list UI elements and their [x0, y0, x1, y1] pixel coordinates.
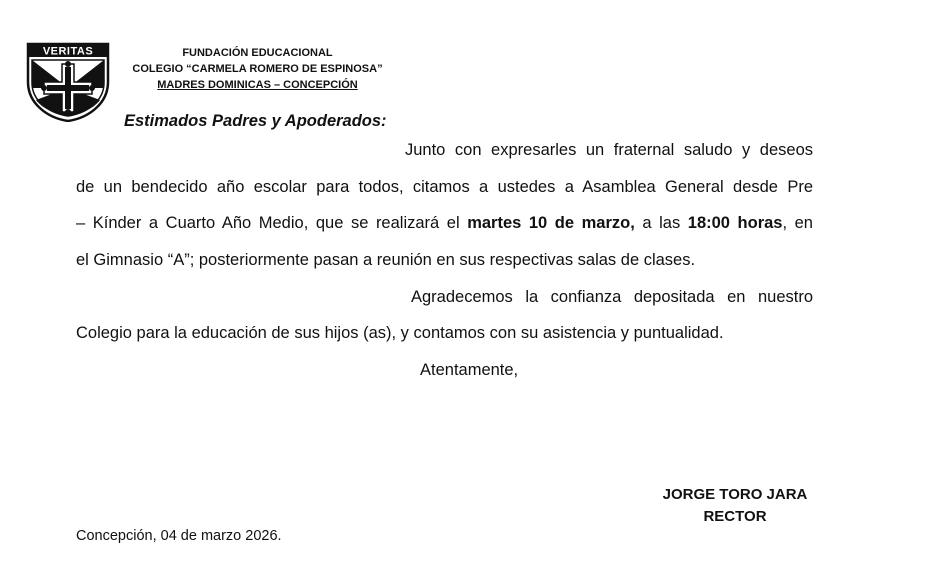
signatory-title: RECTOR — [703, 508, 767, 525]
paragraph1-line3-part1: – Kínder a Cuarto Año Medio, que se realizará el — [76, 214, 468, 232]
paragraph1-line1: Junto con expresarles un fraternal saludo y deseos — [405, 141, 813, 159]
letter-date: Concepción, 04 de marzo 2026. — [76, 528, 282, 544]
school-name: COLEGIO “CARMELA ROMERO DE ESPINOSA” — [132, 63, 383, 75]
paragraph2-line2: Colegio para la educación de sus hijos (as), y contamos con su asistencia y puntualidad. — [76, 324, 724, 342]
closing-phrase: Atentamente, — [420, 361, 519, 379]
signature-block — [650, 484, 820, 528]
paragraph1-line3-part3: , en — [782, 214, 813, 232]
paragraph1-line3 — [76, 214, 813, 233]
letterhead — [120, 45, 395, 93]
paragraph1-line2: de un bendecido año escolar para todos, citamos a ustedes a Asamblea General desde Pre — [76, 178, 813, 196]
logo-veritas-text: VERITAS — [42, 45, 94, 58]
meeting-time: 18:00 horas — [687, 214, 783, 232]
salutation: Estimados Padres y Apoderados: — [124, 112, 387, 130]
school-crest-logo — [26, 42, 110, 122]
congregation-location: MADRES DOMINICAS – CONCEPCIÓN — [157, 79, 358, 91]
meeting-date: martes 10 de marzo, — [467, 214, 635, 232]
signatory-name: JORGE TORO JARA — [662, 486, 808, 503]
paragraph1-line4: el Gimnasio “A”; posteriormente pasan a reunión en sus respectivas salas de clases. — [76, 251, 696, 269]
foundation-name: FUNDACIÓN EDUCACIONAL — [182, 47, 333, 59]
paragraph1-line3-part2: a las — [634, 214, 688, 232]
paragraph2-line1: Agradecemos la confianza depositada en nuestro — [411, 288, 813, 306]
